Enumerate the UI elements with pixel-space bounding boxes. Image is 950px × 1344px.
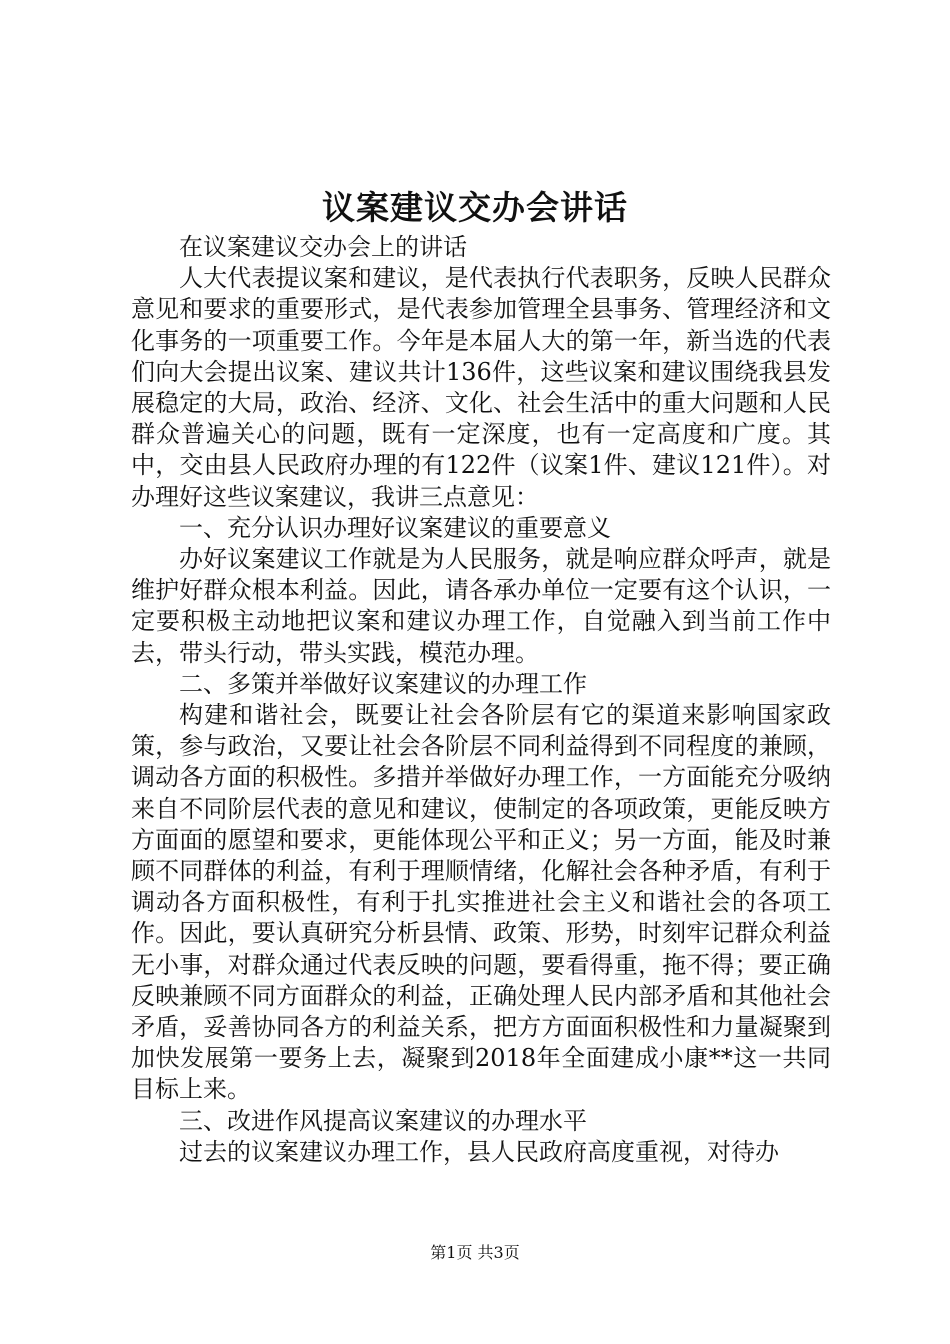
section-heading-1: 一、充分认识办理好议案建议的重要意义: [179, 513, 611, 542]
section-heading-3: 三、改进作风提高议案建议的办理水平: [179, 1106, 587, 1135]
section-heading-2: 二、多策并举做好议案建议的办理工作: [179, 669, 587, 698]
intro-paragraph: 人大代表提议案和建议，是代表执行代表职务，反映人民群众意见和要求的重要形式，是代表参加管理全县事务、管理经济和文化事务的一项重要工作。今年是本届人大的第一年，新当选的代表们向大会提出议案、建议共计136件，这些议案和建议围绕我县发展稳定的大局，政治、经济、文化、社会生活中的重大问题和人民群众普遍关心的问题，既有一定深度，也有一定高度和广度。其中，交由县人民政府办理的有122件（议案1件、建议121件）。对办理好这些议案建议，我讲三点意见：: [131, 264, 831, 511]
document-title: 议案建议交办会讲话: [322, 188, 628, 227]
section-body-3: 过去的议案建议办理工作，县人民政府高度重视，对待办: [179, 1137, 779, 1166]
document-body: [131, 232, 831, 1168]
speech-subtitle: 在议案建议交办会上的讲话: [179, 233, 467, 261]
section-body-1: 办好议案建议工作就是为人民服务，就是响应群众呼声，就是维护好群众根本利益。因此，请各承办单位一定要有这个认识，一定要积极主动地把议案和建议办理工作，自觉融入到当前工作中去，带头行动，带头实践，模范办理。: [131, 545, 831, 667]
page-number-footer: 第1页 共3页: [430, 1243, 520, 1262]
section-body-2: 构建和谐社会，既要让社会各阶层有它的渠道来影响国家政策，参与政治，又要让社会各阶层不同利益得到不同程度的兼顾，调动各方面的积极性。多措并举做好办理工作，一方面能充分吸纳来自不同阶层代表的意见和建议，使制定的各项政策，更能反映方方面面的愿望和要求，更能体现公平和正义；另一方面，能及时兼顾不同群体的利益，有利于理顺情绪，化解社会各种矛盾，有利于调动各方面积极性，有利于扎实推进社会主义和谐社会的各项工作。因此，要认真研究分析县情、政策、形势，时刻牢记群众利益无小事，对群众通过代表反映的问题，要看得重，拖不得；要正确反映兼顾不同方面群众的利益，正确处理人民内部矛盾和其他社会矛盾，妥善协同各方的利益关系，把方方面面积极性和力量凝聚到加快发展第一要务上去，凝聚到2018年全面建成小康**这一共同目标上来。: [131, 701, 831, 1104]
